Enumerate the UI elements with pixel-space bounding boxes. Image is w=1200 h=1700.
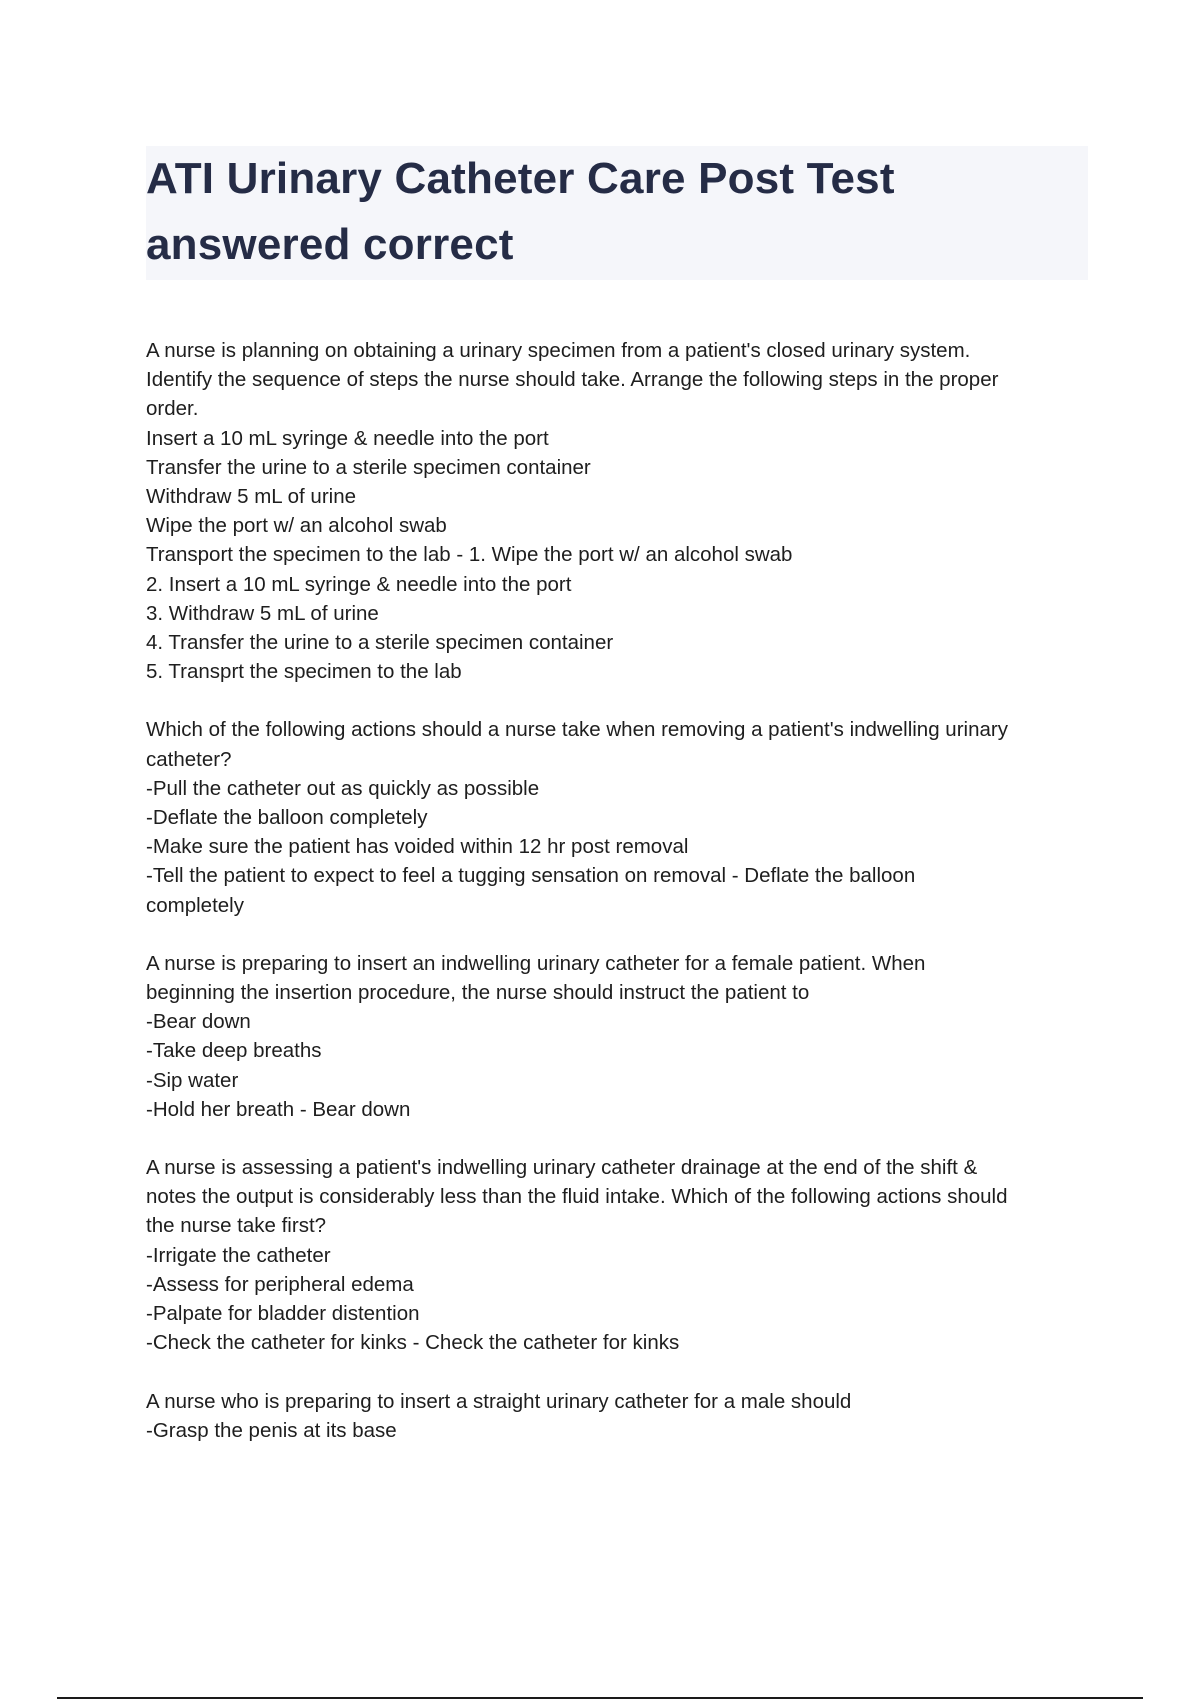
- text-line: Insert a 10 mL syringe & needle into the port: [146, 426, 549, 450]
- text-line: -Bear down: [146, 1010, 251, 1034]
- text-line: A nurse is assessing a patient's indwelling urinary catheter drainage at the end of the shift &: [146, 1156, 978, 1180]
- text-line: Which of the following actions should a nurse take when removing a patient's indwelling urinary: [146, 718, 1008, 742]
- text-line: -Irrigate the catheter: [146, 1243, 331, 1267]
- text-line: -Tell the patient to expect to feel a tugging sensation on removal - Deflate the balloon: [146, 864, 916, 888]
- question-block-2: [146, 715, 1096, 919]
- text-line: -Sip water: [146, 1068, 239, 1092]
- question-block-1: [146, 336, 1096, 686]
- text-line: -Palpate for bladder distention: [146, 1302, 420, 1326]
- text-line: beginning the insertion procedure, the nurse should instruct the patient to: [146, 981, 810, 1005]
- text-line: notes the output is considerably less than the fluid intake. Which of the following actions should: [146, 1185, 1008, 1209]
- text-line: A nurse who is preparing to insert a straight urinary catheter for a male should: [146, 1389, 852, 1413]
- text-line: -Pull the catheter out as quickly as possible: [146, 776, 540, 800]
- text-line: -Grasp the penis at its base: [146, 1418, 397, 1442]
- text-line: -Deflate the balloon completely: [146, 806, 428, 830]
- text-line: -Hold her breath - Bear down: [146, 1097, 411, 1121]
- text-line: 5. Transprt the specimen to the lab: [146, 660, 462, 684]
- text-line: the nurse take first?: [146, 1214, 327, 1238]
- text-line: completely: [146, 893, 244, 917]
- title-line-2: answered correct: [146, 220, 514, 269]
- text-line: A nurse is planning on obtaining a urinary specimen from a patient's closed urinary system.: [146, 339, 971, 362]
- text-line: A nurse is preparing to insert an indwelling urinary catheter for a female patient. When: [146, 951, 926, 975]
- document-body: [146, 336, 1096, 1474]
- text-line: Wipe the port w/ an alcohol swab: [146, 514, 447, 538]
- text-line: Transport the specimen to the lab - 1. Wipe the port w/ an alcohol swab: [146, 543, 793, 567]
- text-line: Withdraw 5 mL of urine: [146, 485, 357, 509]
- title-line-1: ATI Urinary Catheter Care Post Test: [146, 154, 895, 203]
- text-line: order.: [146, 397, 199, 421]
- page-title: [146, 146, 1088, 278]
- title-banner: [146, 146, 1088, 280]
- text-line: 4. Transfer the urine to a sterile specimen container: [146, 631, 614, 655]
- question-block-3: [146, 949, 1096, 1124]
- text-line: 3. Withdraw 5 mL of urine: [146, 601, 379, 625]
- footer-divider: [57, 1697, 1143, 1699]
- text-line: -Make sure the patient has voided within 12 hr post removal: [146, 835, 689, 859]
- text-line: 2. Insert a 10 mL syringe & needle into the port: [146, 572, 572, 596]
- question-block-5: [146, 1387, 1096, 1445]
- text-line: catheter?: [146, 747, 232, 771]
- text-line: Transfer the urine to a sterile specimen container: [146, 455, 591, 479]
- question-block-4: [146, 1153, 1096, 1357]
- text-line: -Assess for peripheral edema: [146, 1272, 414, 1296]
- text-line: -Take deep breaths: [146, 1039, 322, 1063]
- text-line: Identify the sequence of steps the nurse should take. Arrange the following steps in the proper: [146, 368, 999, 392]
- text-line: -Check the catheter for kinks - Check the catheter for kinks: [146, 1331, 680, 1355]
